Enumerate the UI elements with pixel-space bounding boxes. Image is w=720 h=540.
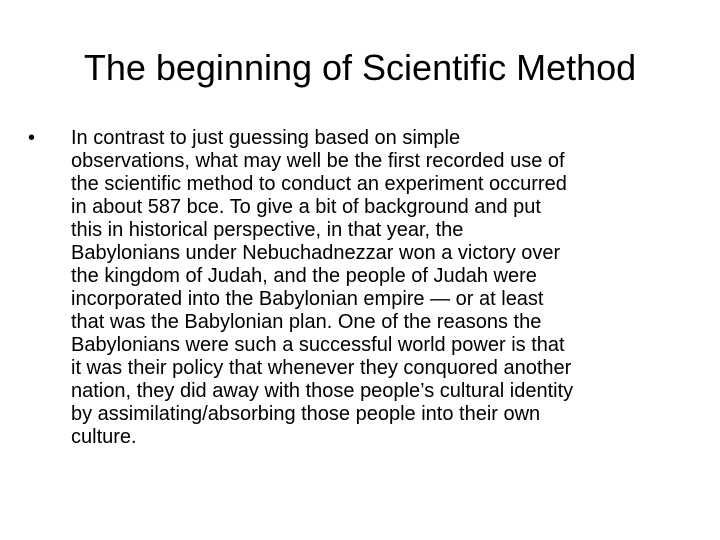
bullet-icon: •: [28, 127, 36, 149]
bullet-line: in about 587 bce. To give a bit of background and put: [71, 196, 541, 218]
bullet-line: nation, they did away with those people’s cultural identity: [71, 380, 574, 402]
slide-title: The beginning of Scientific Method: [83, 47, 637, 88]
bullet-text: [71, 127, 688, 449]
bullet-item: [28, 127, 688, 449]
bullet-line: by assimilating/absorbing those people into their own: [71, 403, 541, 425]
bullet-line: observations, what may well be the first recorded use of: [71, 150, 565, 172]
bullet-line: incorporated into the Babylonian empire — or at least: [71, 288, 544, 310]
bullet-line: this in historical perspective, in that year, the: [71, 219, 464, 241]
bullet-line: the scientific method to conduct an experiment occurred: [71, 173, 567, 195]
bullet-line: culture.: [71, 426, 137, 448]
bullet-line: Babylonians under Nebuchadnezzar won a victory over: [71, 242, 561, 264]
bullet-line: In contrast to just guessing based on simple: [71, 127, 461, 149]
bullet-line: Babylonians were such a successful world power is that: [71, 334, 565, 356]
bullet-line: that was the Babylonian plan. One of the reasons the: [71, 311, 542, 333]
bullet-line: it was their policy that whenever they conquored another: [71, 357, 572, 379]
bullet-line: the kingdom of Judah, and the people of Judah were: [71, 265, 537, 287]
slide-body: [28, 127, 688, 449]
